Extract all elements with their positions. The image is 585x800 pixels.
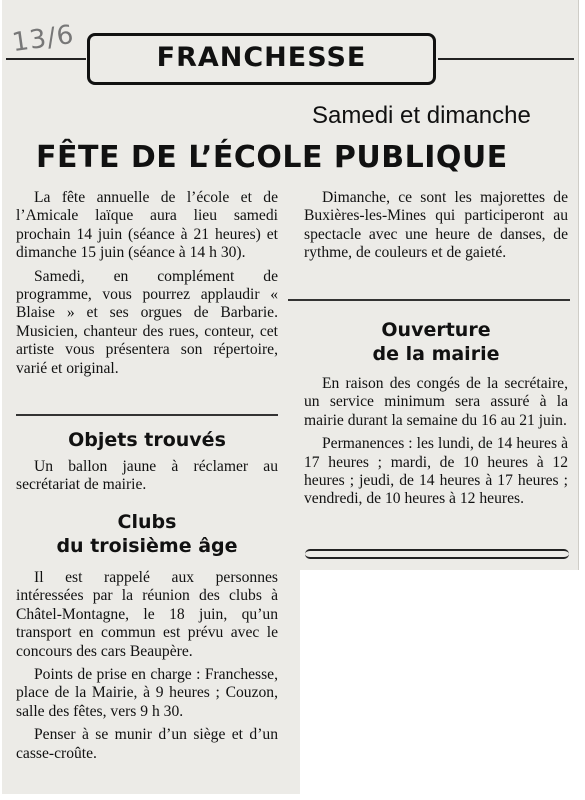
header-rule-right <box>438 58 574 60</box>
end-of-article-bar <box>305 549 569 559</box>
clubs-title <box>16 510 278 558</box>
section-label: FRANCHESSE <box>87 33 436 85</box>
main-paragraph: Samedi, en complément de programme, vous pourrez applaudir « Blaise » et ses orgues de Barbarie. Musicien, chanteur des rues, conteur, cet artiste vous présentera son répertoire, varié et original. <box>16 267 278 377</box>
headline: FÊTE DE L’ÉCOLE PUBLIQUE <box>36 140 508 175</box>
clubs-paragraph: Il est rappelé aux personnes intéressées par la réunion des clubs à Châtel-Montagne, le 18 juin, qu’un transport en commun est prévu avec le concours des cars Beaupère. <box>16 569 278 660</box>
header-rule-left <box>6 58 86 60</box>
clipping-cutout <box>300 570 585 800</box>
mairie-body <box>304 375 568 514</box>
clubs-title-line1: Clubs <box>117 511 177 533</box>
objets-body <box>16 458 278 500</box>
mairie-paragraph: Permanences : les lundi, de 14 heures à 17 heures ; mardi, de 10 heures à 12 heures ; jeudi, de 14 heures à 17 heures ; vendredi, de 10 heures à 12 heures. <box>304 435 568 508</box>
clubs-paragraph: Penser à se munir d’un siège et d’un casse-croûte. <box>16 726 278 762</box>
objets-paragraph: Un ballon jaune à réclamer au secrétariat de mairie. <box>16 458 278 494</box>
clubs-body <box>16 569 278 768</box>
subhead: Samedi et dimanche <box>312 102 531 129</box>
mairie-paragraph: En raison des congés de la secrétaire, un service minimum sera assuré à la mairie durant la semaine du 16 au 21 juin. <box>304 375 568 429</box>
main-article-body <box>16 189 278 383</box>
mairie-title-line2: de la mairie <box>372 343 500 365</box>
main-article-continuation <box>304 189 568 268</box>
section-divider <box>288 299 570 301</box>
mairie-title-line1: Ouverture <box>381 319 491 341</box>
clubs-title-line2: du troisième âge <box>56 535 238 557</box>
main-paragraph: La fête annuelle de l’école et de l’Amicale laïque aura lieu samedi prochain 14 juin (séance à 21 heures) et dimanche 15 juin (séance à 14 h 30). <box>16 189 278 262</box>
clubs-paragraph: Points de prise en charge : Franchesse, place de la Mairie, à 9 heures ; Couzon, salle des fêtes, vers 9 h 30. <box>16 666 278 720</box>
section-divider <box>16 414 278 416</box>
mairie-title <box>304 318 568 366</box>
continuation-paragraph: Dimanche, ce sont les majorettes de Buxières-les-Mines qui participeront au spectacle avec une heure de danses, de rythme, de couleurs et de gaieté. <box>304 189 568 262</box>
objets-title: Objets trouvés <box>68 429 226 451</box>
handwritten-date: 13/6 <box>10 19 77 59</box>
